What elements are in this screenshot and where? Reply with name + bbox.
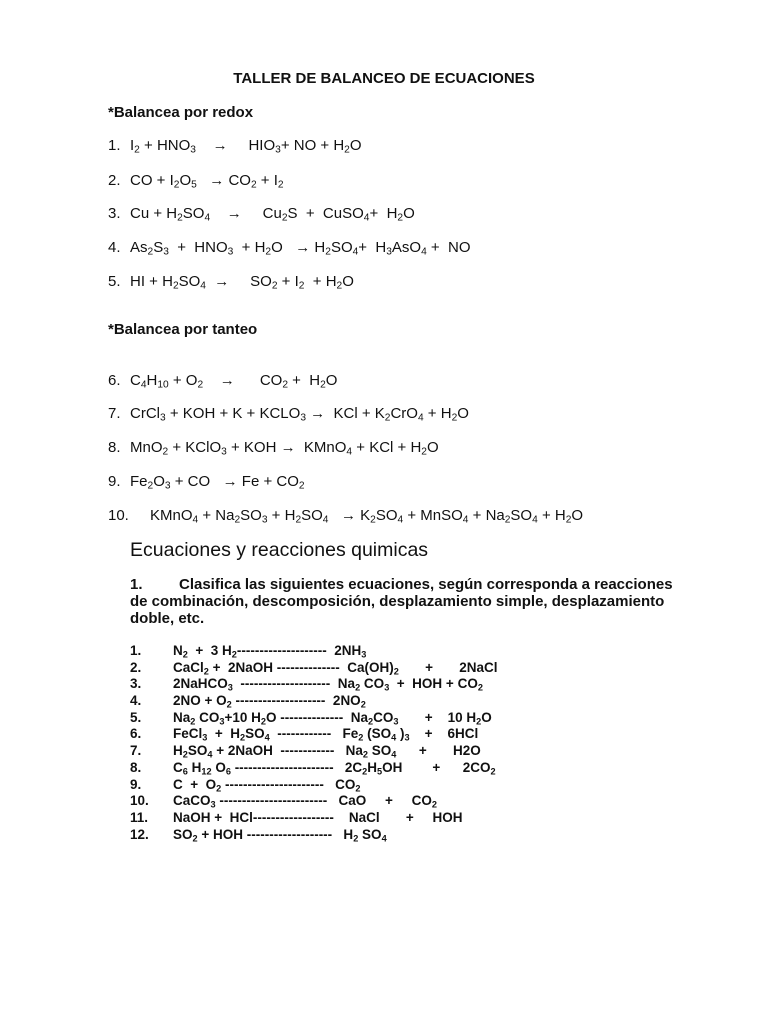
reaction-item: 2. CaCl$_2$ + 2NaOH -------------- $Ca(OH)_2$ + 2NaCl (130, 659, 498, 676)
reaction-item: 5. $Na_2$ $CO_3+10$ $H_2O$ -------------- $Na_2CO_3$ + 10 $H_2O$ (130, 709, 492, 727)
reaction-item: 3. 2NaHCO$_3$ -------------------- $Na_2$ $CO_3$ + HOH + $CO_2$ (130, 676, 483, 693)
tanteo-equation: 8. MnO$_2$ + KClO$_3$ + KOH → KMnO$_4$ + KCl + $H_2O$ (108, 439, 439, 458)
reaction-item: 1. $N_2 + 3$ $H_2--------------------$ $2NH_3$ (130, 643, 367, 660)
reaction-item: 8. $C_6$ $H_{12}$ $O_6$ ---------------------- $2C_2H_5OH$ + $2CO_2$ (130, 759, 496, 777)
reaction-item: 7. $H_2SO_4$ + 2NaOH ------------ $Na_2$ $SO_4$ + H2O (130, 743, 481, 760)
section-heading-reactions: Ecuaciones y reacciones quimicas (130, 539, 429, 561)
redox-equation: 5. HI + $H_2SO_4$ → $SO_2 + I_2 + H_2O$ (108, 273, 354, 292)
reaction-item: 11. NaOH + HCl------------------ NaCl + HOH (130, 809, 463, 825)
tanteo-equation: 9. $Fe_2O_3$ + CO → $Fe + CO_2$ (108, 473, 305, 492)
section-redox-heading: *Balancea por redox (108, 104, 254, 121)
reaction-list (130, 643, 498, 843)
tanteo-equation: 7. CrCl$_3$ + KOH + $K + KCLO_3$ → KCl + $K_2CrO_4 + H_2O$ (108, 405, 469, 424)
redox-equation: 2. CO + $I_2O_5 \to CO_2 + I_2$ (108, 172, 284, 191)
reaction-item: 9. $C + O_2$ ---------------------- $CO_2$ (130, 776, 361, 793)
redox-equation: 1. $I_2 + HNO_3$ → $HIO_3+$ NO + $H_2O$ (108, 137, 362, 156)
reaction-item: 10. CaCO$_3$ ------------------------ CaO + $CO_2$ (130, 793, 438, 810)
tanteo-equation: 6. $C_4H_{10} + O_2$ → $CO_2 + H_2O$ (108, 372, 338, 391)
instruction-paragraph: 1. Clasifica las siguientes ecuaciones, según corresponda a reacciones de combinación, descomposición, desplazamiento simple, desplazamiento doble, etc. (130, 576, 673, 627)
redox-equation: 4. $As_2S_3 + HNO_3 + H_2O \to H_2SO_4+ H_3AsO_4$ + NO (108, 239, 471, 258)
page-title: TALLER DE BALANCEO DE ECUACIONES (233, 70, 535, 87)
reaction-item: 6. FeCl$_3$ + $H_2SO_4$ ------------ $Fe_2$ ($SO_4$ )$_3$ + 6HCl (130, 726, 479, 743)
tanteo-equation: 10. KMnO$_4$ + $Na_2SO_3 + H_2SO_4 \to K_2SO_4$ + MnSO$_4$ + $Na_2SO_4 + H_2O$ (108, 507, 584, 526)
redox-equation: 3. $Cu + H_2SO_4$ → $Cu_2S$ + CuSO$_4$+ $H_2O$ (108, 205, 415, 224)
section-tanteo-heading: *Balancea por tanteo (108, 321, 258, 338)
reaction-item: 4. $2NO + O_2$ -------------------- $2NO_2$ (130, 693, 366, 710)
reaction-item: 12. $SO_2$ + HOH ------------------- $H_2$ $SO_4$ (130, 826, 387, 843)
